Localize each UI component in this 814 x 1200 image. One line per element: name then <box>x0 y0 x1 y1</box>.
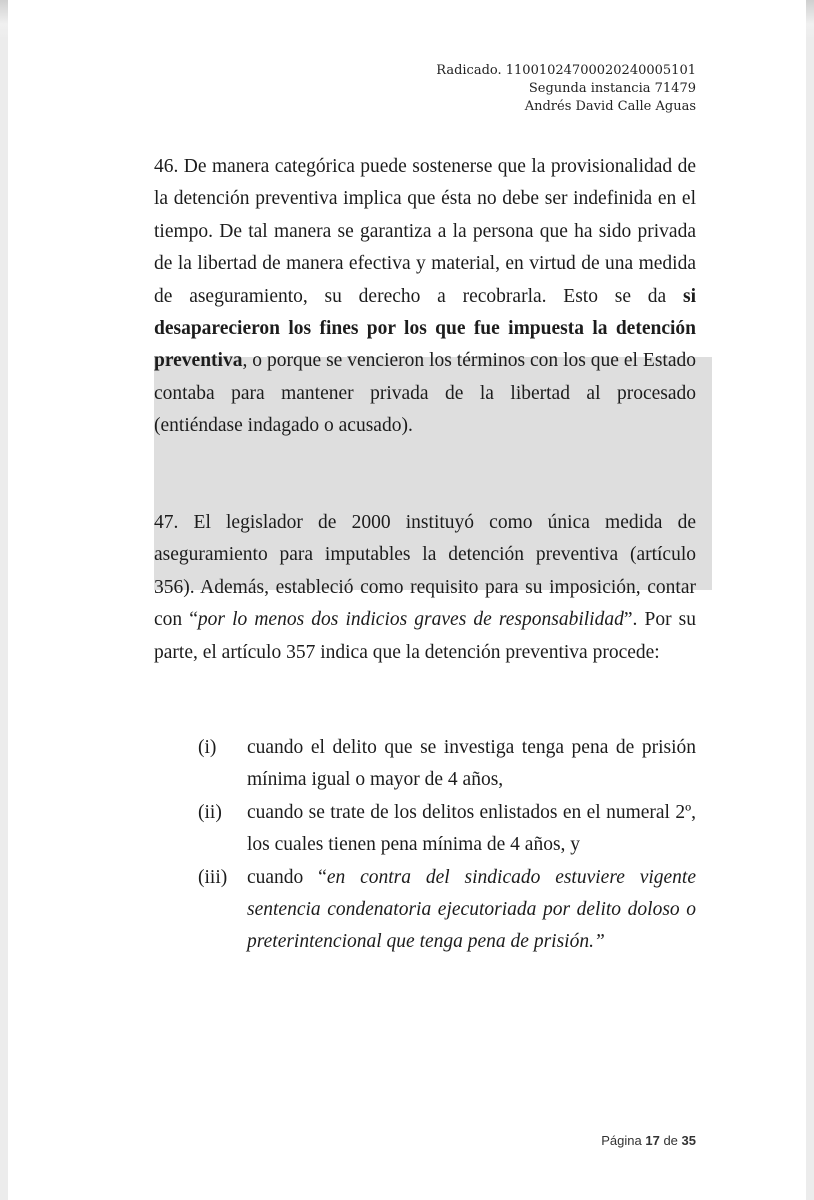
paragraph-47-text-a: 47. El legislador de 2000 instituyó como única medida de aseguramiento para imputables la detención preventiva (artículo 356). Además, estableció como requisito para su imposición, contar con “ <box>154 512 696 631</box>
instance-line: Segunda instancia 71479 <box>528 81 696 96</box>
paragraph-46-text-a: 46. De manera categórica puede sostenerse que la provisionalidad de la detención preventiva implica que ésta no debe ser indefinida en el tiempo. De tal manera se garantiza a la persona que ha sido privada de la libertad de manera efectiva y material, en virtud de una medida de aseguramiento, su derecho a recobrarla. Esto se da <box>154 156 696 307</box>
magistrate-name: Andrés David Calle Aguas <box>524 99 696 114</box>
list-item-text: cuando se trate de los delitos enlistados en el numeral 2º, los cuales tienen pena mínima de 4 años, y <box>247 801 696 856</box>
list-item-text: cuando el delito que se investiga tenga pena de prisión mínima igual o mayor de 4 años, <box>247 737 696 791</box>
list-item <box>198 862 696 959</box>
page-total: 35 <box>681 1133 696 1148</box>
paragraph-47-italic: por lo menos dos indicios graves de responsabilidad <box>197 609 624 631</box>
list-item-text-a: cuando “ <box>247 866 327 888</box>
requirements-list <box>198 732 696 959</box>
page-number: 17 <box>645 1133 660 1148</box>
list-item-number: (iii) <box>198 866 228 888</box>
page-footer <box>601 1133 696 1148</box>
case-number: Radicado. 11001024700020240005101 <box>436 63 696 78</box>
document-header <box>436 62 696 116</box>
list-item-text <box>247 862 696 959</box>
paragraph-46-text-b: , o porque se vencieron los términos con los que el Estado contaba para mantener privada de la libertad al procesado (entiéndase indagado o acusado). <box>154 350 696 437</box>
list-item-number: (i) <box>198 737 217 758</box>
list-item-number: (ii) <box>198 801 222 823</box>
list-item-italic: en contra del sindicado estuviere vigente sentencia condenatoria ejecutoriada por delito doloso o preterintencional que tenga pena de prisión.” <box>247 866 697 953</box>
paragraph-46 <box>154 151 696 443</box>
page-of: de <box>663 1133 678 1148</box>
paragraph-47-text-b: ”. Por su parte, el artículo 357 indica que la detención preventiva procede: <box>154 609 696 663</box>
page-label: Página <box>601 1133 642 1148</box>
paragraph-46-bold: si desaparecieron los fines por los que fue impuesta la detención preventiva <box>154 285 696 372</box>
paragraph-47 <box>154 507 696 669</box>
list-item <box>198 797 696 862</box>
list-item <box>198 732 696 797</box>
